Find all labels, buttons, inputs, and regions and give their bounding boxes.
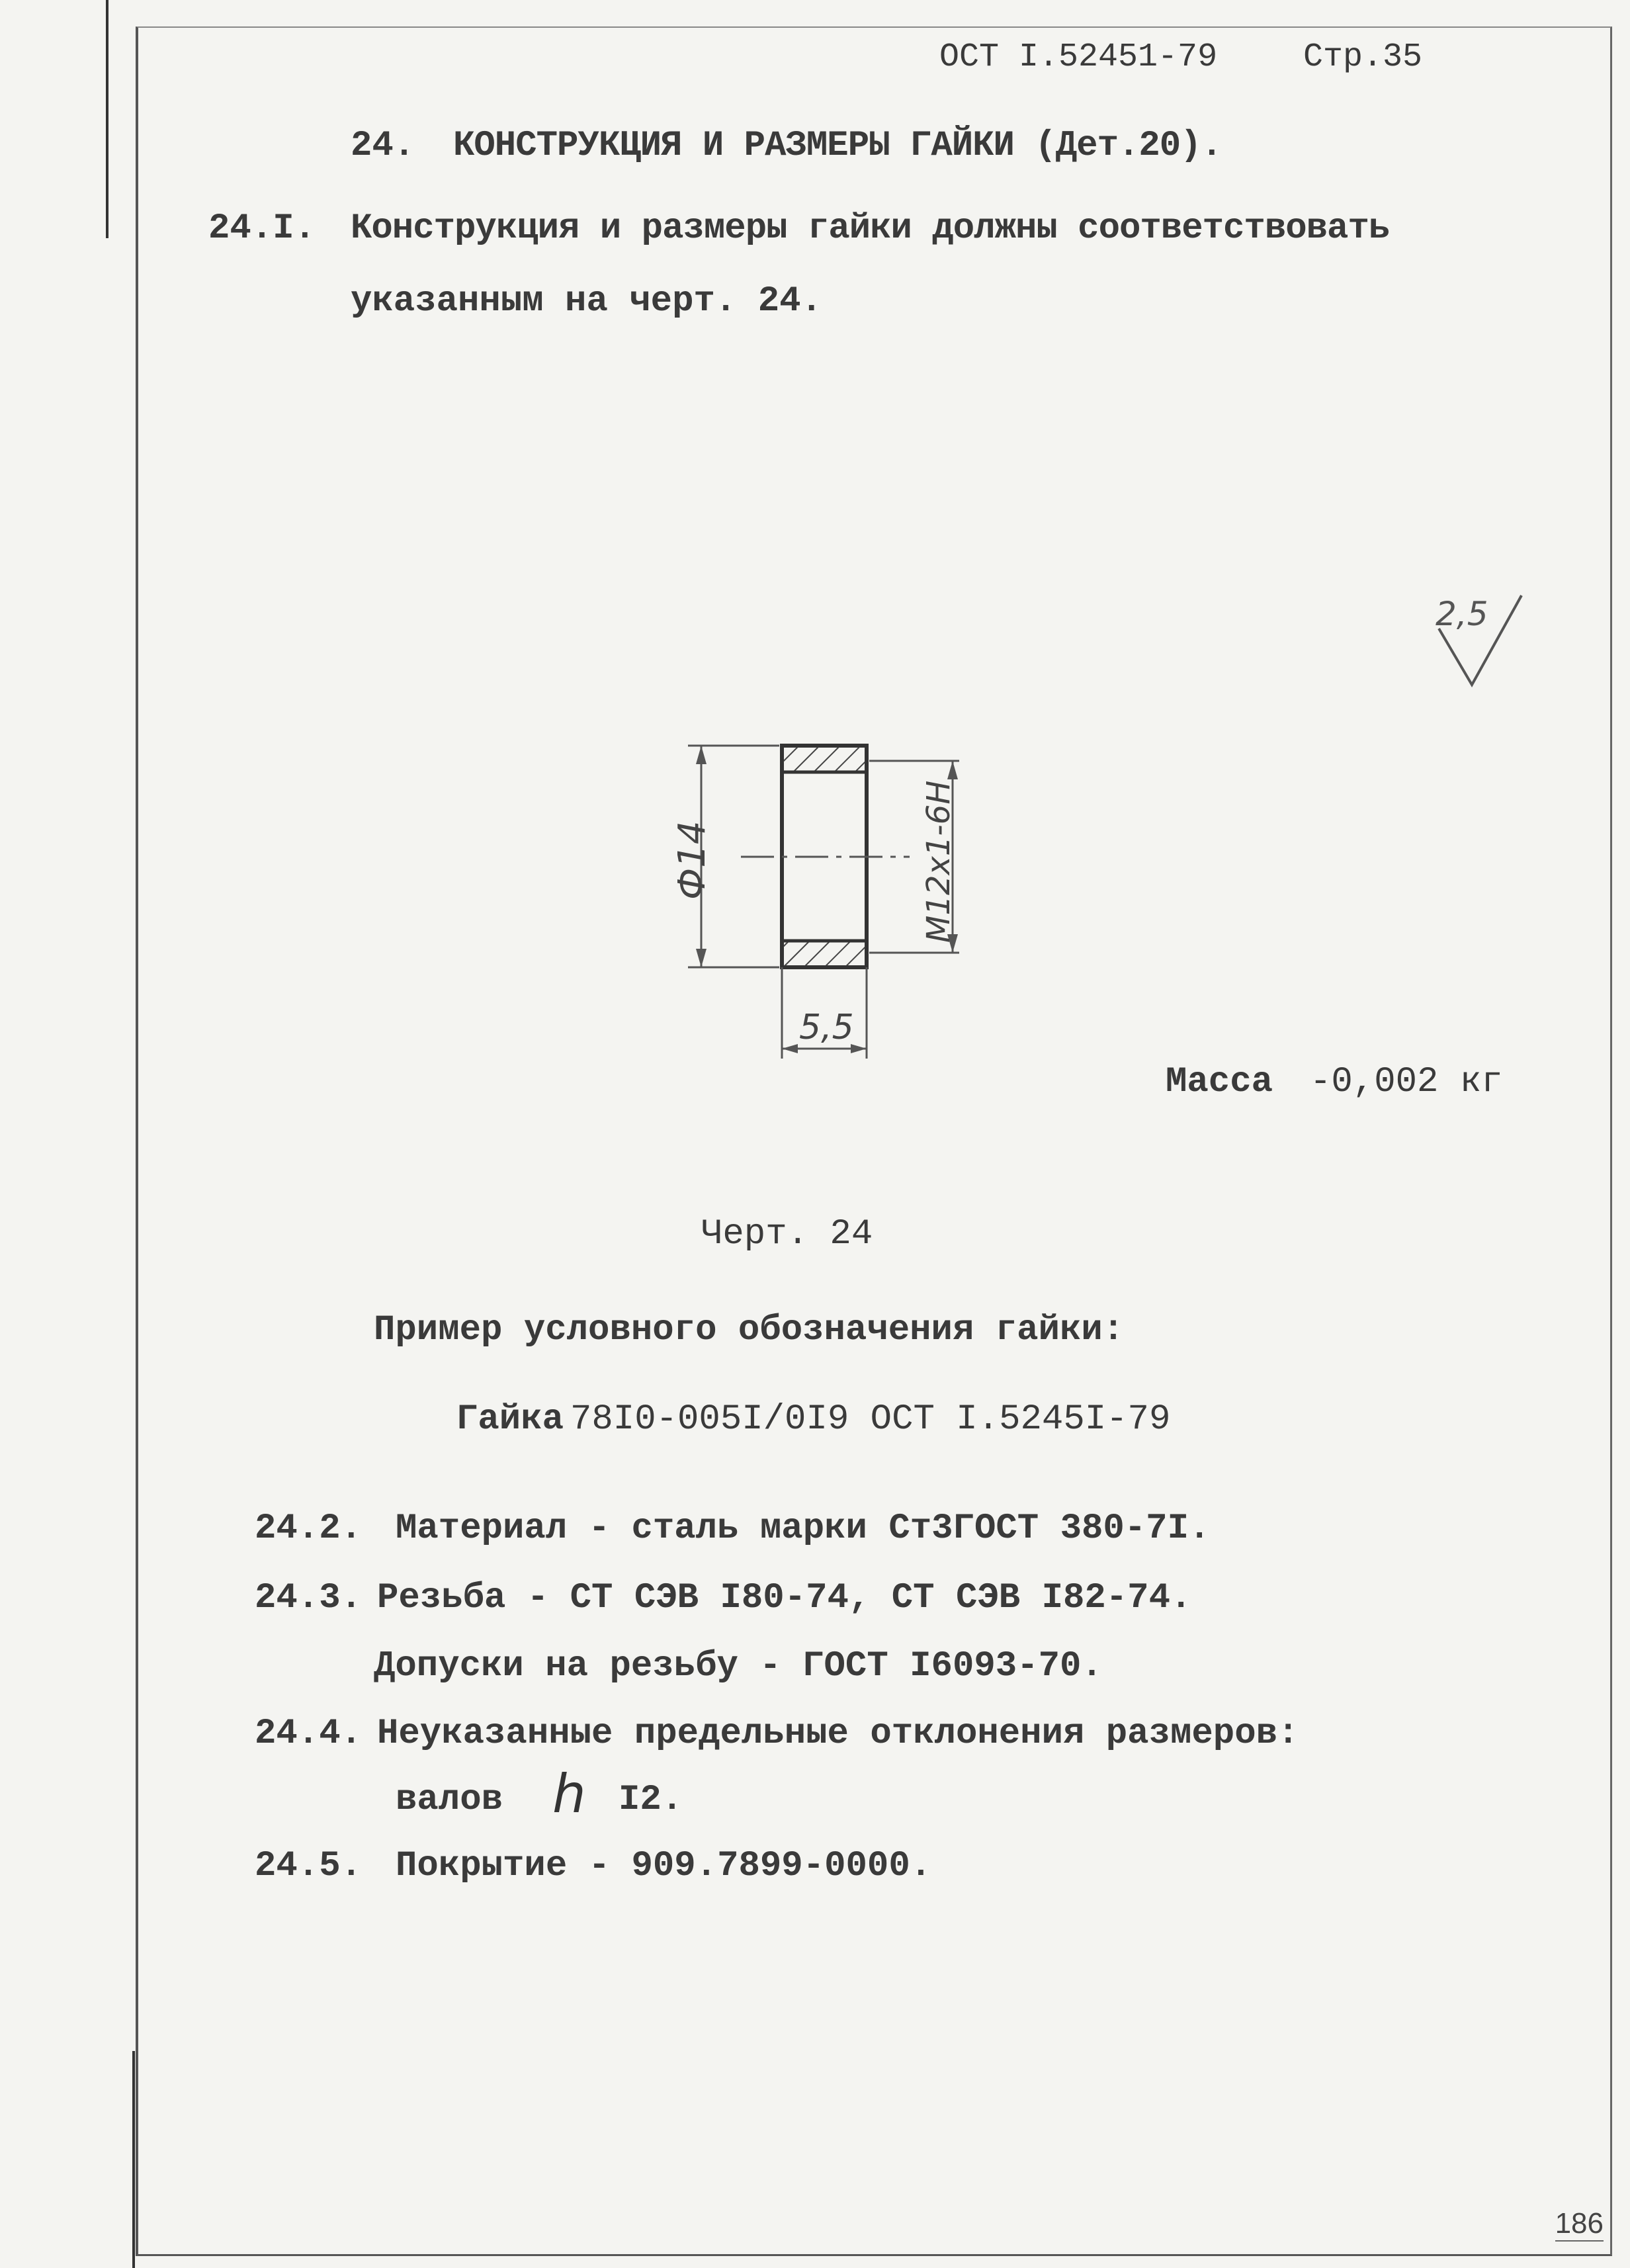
item-24-2-number: 24.2. bbox=[255, 1508, 363, 1549]
item-24-4-tolerance-grade: I2. bbox=[619, 1780, 683, 1820]
section-number: 24. bbox=[351, 126, 415, 166]
nut-section bbox=[741, 746, 910, 967]
figure-caption: Черт. 24 bbox=[701, 1214, 873, 1254]
item-24-4-number: 24.4. bbox=[255, 1714, 363, 1754]
para-24-1-number: 24.I. bbox=[208, 208, 316, 249]
doc-code: ОСТ I.52451-79 bbox=[939, 38, 1218, 76]
item-24-3-number: 24.3. bbox=[255, 1578, 363, 1618]
hatch-bottom bbox=[782, 941, 867, 967]
designation-heading: Пример условного обозначения гайки: bbox=[374, 1310, 1125, 1350]
item-24-3-cont-text: Допуски на резьбу - ГОСТ I6093-70. bbox=[374, 1646, 1103, 1686]
item-24-5-text: Покрытие - 909.7899-0000. bbox=[396, 1846, 932, 1886]
thread-label: M12x1-6H bbox=[920, 780, 957, 943]
item-24-4-tolerance-symbol: h bbox=[552, 1763, 586, 1825]
roughness-symbol bbox=[1436, 595, 1522, 685]
mass-label: Масса bbox=[1166, 1062, 1273, 1102]
item-24-4-shafts-label: валов bbox=[396, 1780, 503, 1820]
diameter-label: Ф14 bbox=[671, 820, 714, 900]
page-number: 186 bbox=[1555, 2207, 1604, 2242]
width-dimension bbox=[782, 967, 867, 1059]
thread-dimension bbox=[869, 761, 959, 953]
item-24-2-text: Материал - сталь марки Ст3ГОСТ 380-7I. bbox=[396, 1508, 1211, 1549]
item-24-3-text: Резьба - СТ СЭВ I80-74, СТ СЭВ I82-74. bbox=[377, 1578, 1192, 1618]
para-24-1-line2: указанным на черт. 24. bbox=[351, 281, 822, 322]
item-24-4-text: Неуказанные предельные отклонения размеров: bbox=[377, 1714, 1299, 1754]
section-title: КОНСТРУКЦИЯ И РАЗМЕРЫ ГАЙКИ (Дет.20). bbox=[453, 126, 1222, 166]
mass-value: -0,002 кг bbox=[1310, 1062, 1503, 1102]
item-24-5-number: 24.5. bbox=[255, 1846, 363, 1886]
para-24-1-line1: Конструкция и размеры гайки должны соответствовать bbox=[351, 208, 1390, 249]
hatch-top bbox=[782, 746, 867, 772]
roughness-value: 2,5 bbox=[1436, 595, 1488, 633]
page-label: Стр.35 bbox=[1303, 38, 1423, 76]
width-label: 5,5 bbox=[799, 1008, 854, 1047]
designation-prefix: Гайка bbox=[456, 1399, 564, 1440]
designation-code: 78I0-005I/0I9 ОСТ I.5245I-79 bbox=[570, 1399, 1171, 1440]
